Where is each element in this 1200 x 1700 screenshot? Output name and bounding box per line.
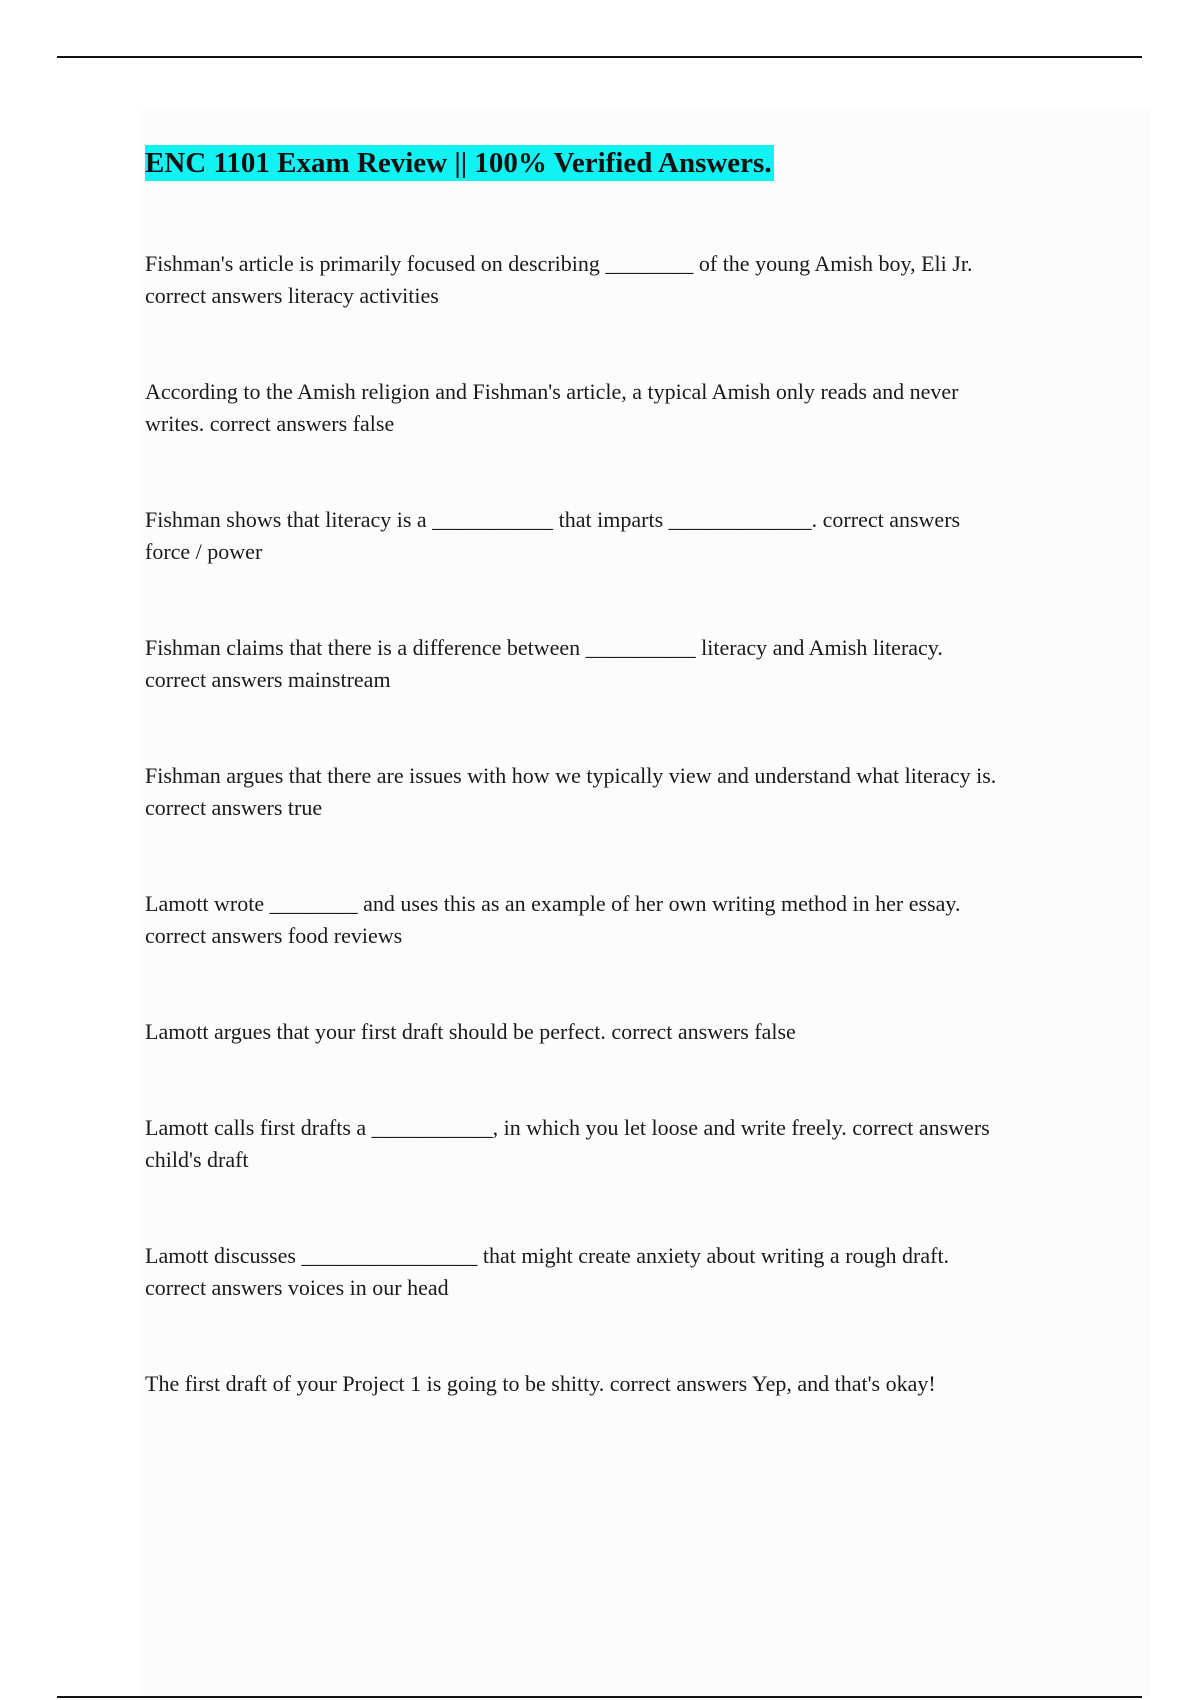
question-item	[145, 504, 1105, 568]
question-item	[145, 1016, 1105, 1048]
document-title: ENC 1101 Exam Review || 100% Verified Answers.	[145, 147, 772, 179]
question-item	[145, 376, 1105, 440]
answer-text: correct answers mainstream	[145, 667, 391, 692]
question-item	[145, 248, 1105, 312]
top-rule	[57, 56, 1142, 58]
answer-text: correct answers food reviews	[145, 923, 403, 948]
question-text: Fishman claims that there is a difference between __________ literacy and Amish literacy.	[145, 635, 943, 660]
answer-text: writes. correct answers false	[145, 411, 395, 436]
question-item	[145, 632, 1105, 696]
bottom-rule	[57, 1696, 1142, 1698]
question-item	[145, 1368, 1105, 1400]
answer-text: force / power	[145, 539, 263, 564]
question-list	[145, 248, 1105, 1464]
question-text: Lamott discusses ________________ that might create anxiety about writing a rough draft.	[145, 1243, 950, 1268]
question-item	[145, 888, 1105, 952]
title-block	[145, 145, 774, 181]
question-item	[145, 1112, 1105, 1176]
question-text: Lamott wrote ________ and uses this as an example of her own writing method in her essay.	[145, 891, 961, 916]
question-text: The first draft of your Project 1 is going to be shitty. correct answers Yep, and that's okay!	[145, 1371, 936, 1396]
question-text: Fishman shows that literacy is a ___________ that imparts _____________. correct answers	[145, 507, 961, 532]
answer-text: correct answers literacy activities	[145, 283, 439, 308]
question-text: Lamott calls first drafts a ___________, in which you let loose and write freely. correct answers	[145, 1115, 990, 1140]
answer-text: child's draft	[145, 1147, 249, 1172]
question-item	[145, 760, 1105, 824]
answer-text: correct answers voices in our head	[145, 1275, 449, 1300]
question-item	[145, 1240, 1105, 1304]
answer-text: correct answers true	[145, 795, 323, 820]
question-text: Fishman argues that there are issues with how we typically view and understand what literacy is.	[145, 763, 997, 788]
question-text: Lamott argues that your first draft should be perfect. correct answers false	[145, 1019, 796, 1044]
question-text: According to the Amish religion and Fishman's article, a typical Amish only reads and never	[145, 379, 959, 404]
question-text: Fishman's article is primarily focused on describing ________ of the young Amish boy, Eli Jr.	[145, 251, 973, 276]
